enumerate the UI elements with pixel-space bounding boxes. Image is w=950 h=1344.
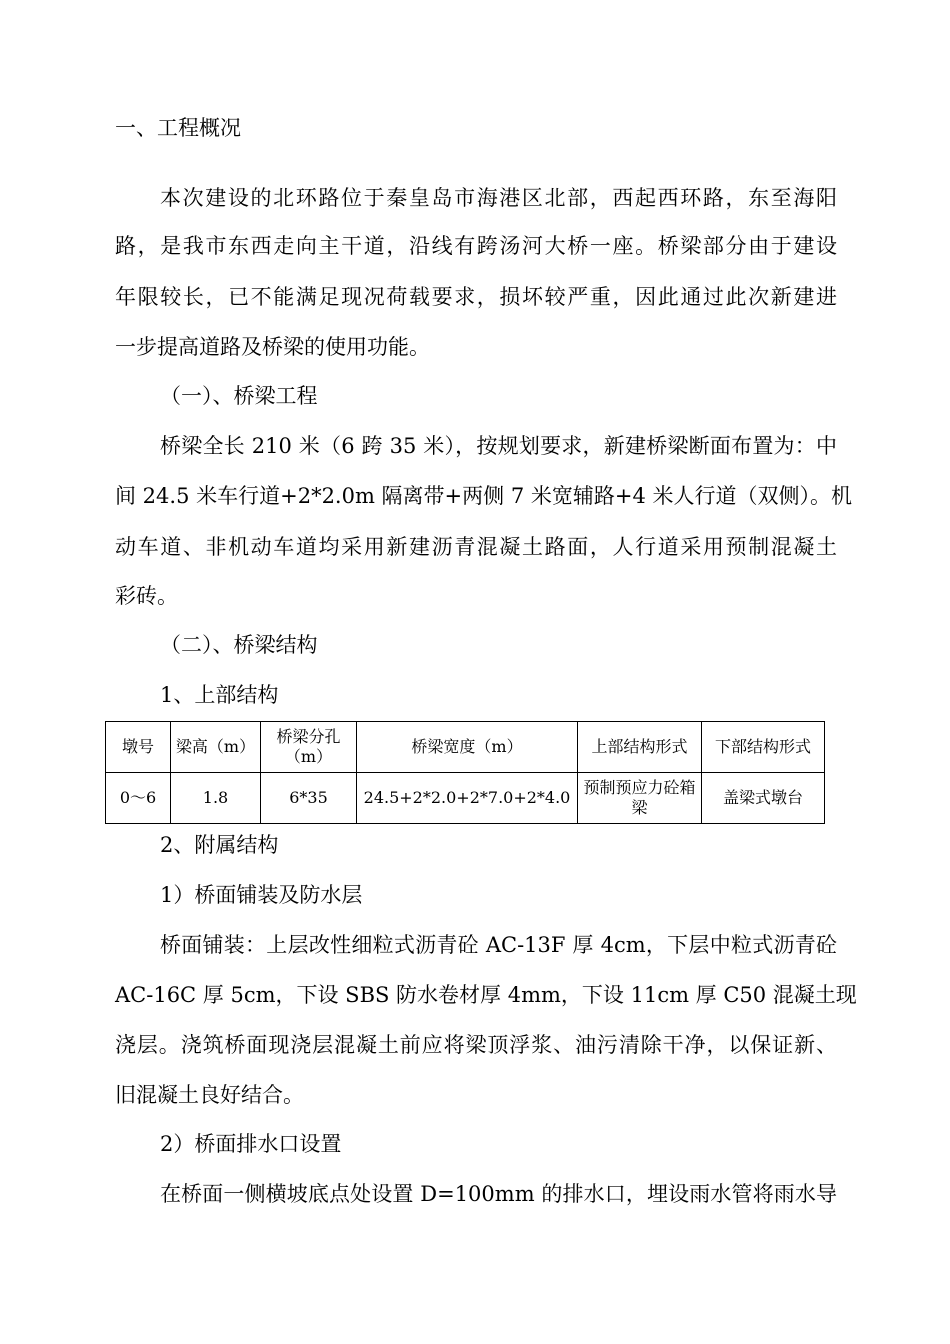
cell-pier-no: 0～6 bbox=[106, 773, 171, 824]
subsection2-title: 2、附属结构 bbox=[160, 833, 279, 857]
cell-span-layout: 6*35 bbox=[261, 773, 357, 824]
item2-line-1: 在桥面一侧横坡底点处设置 D=100mm 的排水口，埋设雨水管将雨水导 bbox=[160, 1182, 837, 1206]
item1-line-1: 桥面铺装：上层改性细粒式沥青砼 AC-13F 厚 4cm，下层中粒式沥青砼 bbox=[160, 933, 837, 957]
section1-title: （一）、桥梁工程 bbox=[160, 384, 318, 408]
section1-line-1: 桥梁全长 210 米（6 跨 35 米），按规划要求，新建桥梁断面布置为：中 bbox=[160, 434, 837, 458]
section1-line-2: 间 24.5 米车行道+2*2.0m 隔离带+两侧 7 米宽辅路+4 米人行道（双侧）。机 bbox=[115, 484, 852, 508]
intro-line-2: 路，是我市东西走向主干道，沿线有跨汤河大桥一座。桥梁部分由于建设 bbox=[115, 234, 837, 258]
intro-line-3: 年限较长，已不能满足现况荷载要求，损坏较严重，因此通过此次新建进 bbox=[115, 285, 837, 309]
superstructure-table bbox=[105, 721, 825, 824]
table-header-row bbox=[106, 722, 825, 773]
item2-title: 2）桥面排水口设置 bbox=[160, 1132, 342, 1156]
table-row bbox=[106, 773, 825, 824]
subsection1-title: 1、上部结构 bbox=[160, 683, 279, 707]
header-pier-no: 墩号 bbox=[106, 722, 171, 773]
header-superstructure-type: 上部结构形式 bbox=[578, 722, 702, 773]
item1-line-2: AC-16C 厚 5cm，下设 SBS 防水卷材厚 4mm，下设 11cm 厚 C50 混凝土现 bbox=[115, 983, 857, 1007]
intro-line-1: 本次建设的北环路位于秦皇岛市海港区北部，西起西环路，东至海阳 bbox=[160, 186, 837, 210]
section1-line-4: 彩砖。 bbox=[115, 584, 178, 608]
cell-bridge-width: 24.5+2*2.0+2*7.0+2*4.0 bbox=[357, 773, 578, 824]
header-bridge-width: 桥梁宽度（m） bbox=[357, 722, 578, 773]
header-substructure-type: 下部结构形式 bbox=[702, 722, 825, 773]
item1-line-4: 旧混凝土良好结合。 bbox=[115, 1083, 304, 1107]
section1-line-3: 动车道、非机动车道均采用新建沥青混凝土路面，人行道采用预制混凝土 bbox=[115, 535, 837, 559]
section-heading: 一、工程概况 bbox=[115, 116, 241, 140]
cell-superstructure-type: 预制预应力砼箱梁 bbox=[578, 773, 702, 824]
cell-substructure-type: 盖梁式墩台 bbox=[702, 773, 825, 824]
header-beam-height: 梁高（m） bbox=[171, 722, 261, 773]
intro-line-4: 一步提高道路及桥梁的使用功能。 bbox=[115, 335, 430, 359]
header-span-layout: 桥梁分孔（m） bbox=[261, 722, 357, 773]
cell-beam-height: 1.8 bbox=[171, 773, 261, 824]
item1-title: 1）桥面铺装及防水层 bbox=[160, 883, 363, 907]
section2-title: （二）、桥梁结构 bbox=[160, 633, 318, 657]
item1-line-3: 浇层。浇筑桥面现浇层混凝土前应将梁顶浮浆、油污清除干净，以保证新、 bbox=[115, 1033, 837, 1057]
